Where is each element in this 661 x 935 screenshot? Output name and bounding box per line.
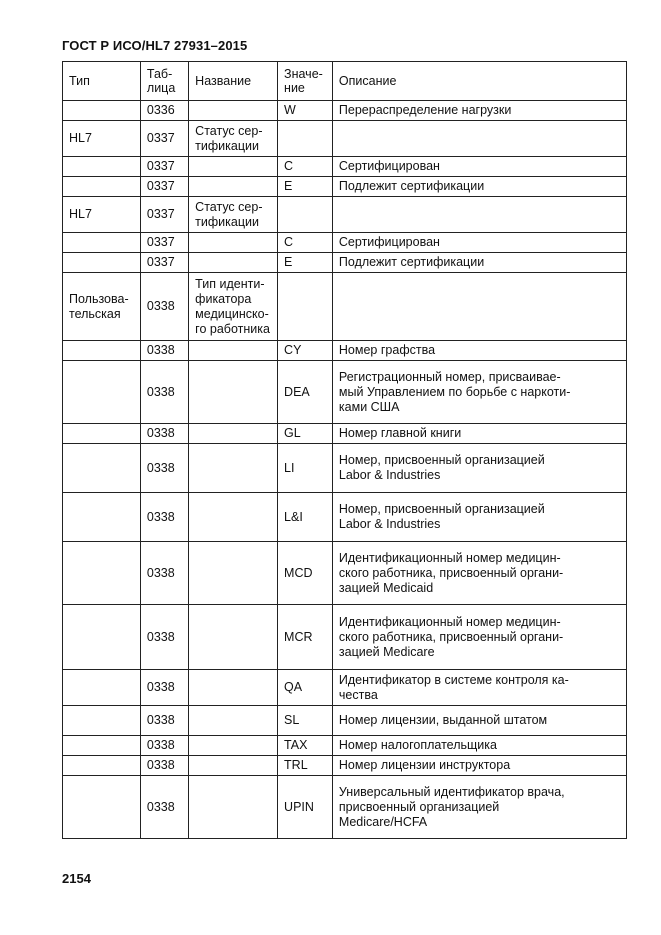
cell-value: DEA: [278, 361, 333, 424]
cell-type: HL7: [63, 121, 141, 157]
code-table: [62, 61, 627, 839]
cell-table: 0337: [140, 197, 188, 233]
cell-type: [63, 776, 141, 839]
table-row: [63, 361, 627, 424]
cell-table: 0338: [140, 493, 188, 542]
cell-value: W: [278, 101, 333, 121]
cell-table: 0338: [140, 341, 188, 361]
cell-value: UPIN: [278, 776, 333, 839]
cell-type: [63, 157, 141, 177]
column-header-type: Тип: [63, 62, 141, 101]
table-row: [63, 177, 627, 197]
cell-type: [63, 756, 141, 776]
cell-name: [189, 706, 278, 736]
table-row: [63, 273, 627, 341]
table-header-row: [63, 62, 627, 101]
cell-type: HL7: [63, 197, 141, 233]
page-number: 2154: [62, 871, 91, 886]
table-row: [63, 253, 627, 273]
cell-table: 0338: [140, 670, 188, 706]
cell-table: 0337: [140, 253, 188, 273]
column-header-value: Значе- ние: [278, 62, 333, 101]
cell-name: Тип иденти- фикатора медицинско- го работника: [189, 273, 278, 341]
cell-name: [189, 736, 278, 756]
table-row: [63, 706, 627, 736]
table-row: [63, 444, 627, 493]
cell-type: [63, 706, 141, 736]
cell-description: [332, 197, 626, 233]
cell-description: Номер главной книги: [332, 424, 626, 444]
cell-name: Статус сер- тификации: [189, 121, 278, 157]
cell-name: [189, 157, 278, 177]
cell-table: 0338: [140, 756, 188, 776]
table-row: [63, 736, 627, 756]
table-row: [63, 233, 627, 253]
table-row: [63, 670, 627, 706]
cell-value: LI: [278, 444, 333, 493]
cell-type: [63, 177, 141, 197]
cell-value: TAX: [278, 736, 333, 756]
cell-name: [189, 424, 278, 444]
cell-type: [63, 101, 141, 121]
column-header-table: Таб- лица: [140, 62, 188, 101]
cell-table: 0338: [140, 706, 188, 736]
cell-type: [63, 493, 141, 542]
cell-type: Пользова- тельская: [63, 273, 141, 341]
cell-table: 0337: [140, 157, 188, 177]
cell-value: C: [278, 157, 333, 177]
cell-description: Идентификационный номер медицин- ского работника, присвоенный органи- зацией Medicare: [332, 605, 626, 670]
cell-value: TRL: [278, 756, 333, 776]
table-row: [63, 121, 627, 157]
cell-name: [189, 542, 278, 605]
cell-name: [189, 233, 278, 253]
cell-description: Номер графства: [332, 341, 626, 361]
table-row: [63, 341, 627, 361]
cell-description: Номер налогоплательщика: [332, 736, 626, 756]
table-row: [63, 157, 627, 177]
cell-value: [278, 273, 333, 341]
cell-description: Сертифицирован: [332, 157, 626, 177]
cell-name: [189, 253, 278, 273]
table-row: [63, 493, 627, 542]
table-body: [63, 101, 627, 839]
cell-type: [63, 253, 141, 273]
cell-name: [189, 444, 278, 493]
cell-description: Регистрационный номер, присваивае- мый Управлением по борьбе с наркоти- ками США: [332, 361, 626, 424]
cell-table: 0338: [140, 424, 188, 444]
cell-name: [189, 177, 278, 197]
cell-name: [189, 101, 278, 121]
cell-name: [189, 756, 278, 776]
cell-table: 0338: [140, 736, 188, 756]
cell-table: 0338: [140, 361, 188, 424]
cell-name: [189, 493, 278, 542]
cell-description: Универсальный идентификатор врача, присвоенный организацией Medicare/HCFA: [332, 776, 626, 839]
column-header-name: Название: [189, 62, 278, 101]
cell-value: E: [278, 177, 333, 197]
cell-table: 0338: [140, 542, 188, 605]
cell-description: Перераспределение нагрузки: [332, 101, 626, 121]
column-header-description: Описание: [332, 62, 626, 101]
cell-value: L&I: [278, 493, 333, 542]
cell-value: E: [278, 253, 333, 273]
cell-description: Идентификационный номер медицин- ского работника, присвоенный органи- зацией Medicaid: [332, 542, 626, 605]
cell-type: [63, 542, 141, 605]
cell-name: Статус сер- тификации: [189, 197, 278, 233]
cell-description: Подлежит сертификации: [332, 253, 626, 273]
table-row: [63, 101, 627, 121]
cell-type: [63, 233, 141, 253]
cell-name: [189, 341, 278, 361]
cell-description: Номер, присвоенный организацией Labor & Industries: [332, 444, 626, 493]
cell-name: [189, 670, 278, 706]
cell-type: [63, 424, 141, 444]
cell-value: MCD: [278, 542, 333, 605]
cell-value: GL: [278, 424, 333, 444]
cell-table: 0338: [140, 776, 188, 839]
cell-table: 0338: [140, 273, 188, 341]
table-row: [63, 605, 627, 670]
cell-type: [63, 341, 141, 361]
cell-description: Сертифицирован: [332, 233, 626, 253]
cell-table: 0337: [140, 177, 188, 197]
cell-table: 0338: [140, 605, 188, 670]
cell-value: C: [278, 233, 333, 253]
table-row: [63, 424, 627, 444]
table-row: [63, 197, 627, 233]
cell-description: [332, 273, 626, 341]
cell-type: [63, 361, 141, 424]
cell-table: 0336: [140, 101, 188, 121]
table-row: [63, 776, 627, 839]
cell-description: Идентификатор в системе контроля ка- чества: [332, 670, 626, 706]
cell-description: Номер, присвоенный организацией Labor & Industries: [332, 493, 626, 542]
cell-table: 0338: [140, 444, 188, 493]
cell-table: 0337: [140, 233, 188, 253]
table-row: [63, 756, 627, 776]
cell-value: QA: [278, 670, 333, 706]
cell-value: [278, 197, 333, 233]
cell-description: Номер лицензии, выданной штатом: [332, 706, 626, 736]
cell-table: 0337: [140, 121, 188, 157]
cell-description: Подлежит сертификации: [332, 177, 626, 197]
cell-type: [63, 444, 141, 493]
cell-description: Номер лицензии инструктора: [332, 756, 626, 776]
cell-name: [189, 776, 278, 839]
cell-description: [332, 121, 626, 157]
table-row: [63, 542, 627, 605]
cell-value: CY: [278, 341, 333, 361]
cell-value: [278, 121, 333, 157]
document-header: ГОСТ Р ИСО/HL7 27931–2015: [62, 38, 248, 53]
cell-name: [189, 605, 278, 670]
cell-value: SL: [278, 706, 333, 736]
cell-value: MCR: [278, 605, 333, 670]
cell-type: [63, 605, 141, 670]
cell-type: [63, 736, 141, 756]
cell-name: [189, 361, 278, 424]
cell-type: [63, 670, 141, 706]
